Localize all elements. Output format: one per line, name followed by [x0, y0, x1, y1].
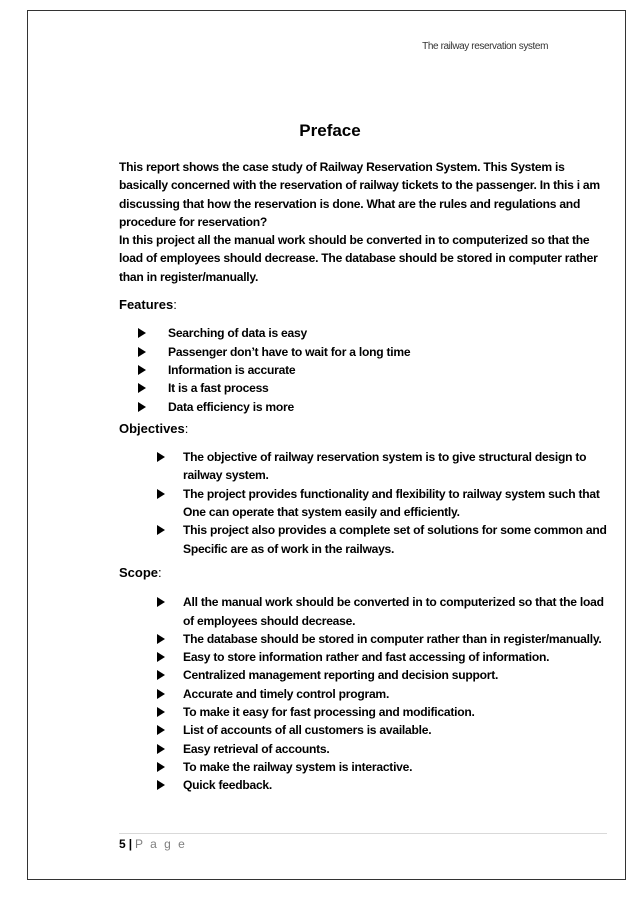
list-item: To make it easy for fast processing and modification.: [119, 703, 609, 721]
list-item: Centralized management reporting and decision support.: [119, 666, 609, 684]
page-number: 5: [119, 837, 126, 851]
list-item: The database should be stored in computer rather than in register/manually.: [119, 630, 609, 648]
arrow-bullet-icon: [157, 689, 165, 699]
scope-list: [119, 593, 609, 794]
arrow-bullet-icon: [157, 670, 165, 680]
list-item: List of accounts of all customers is available.: [119, 721, 609, 739]
list-item: Data efficiency is more: [119, 398, 609, 416]
arrow-bullet-icon: [157, 652, 165, 662]
scope-heading-colon: :: [158, 564, 162, 580]
arrow-bullet-icon: [138, 402, 146, 412]
list-item: Quick feedback.: [119, 776, 609, 794]
arrow-bullet-icon: [138, 347, 146, 357]
features-list: [119, 324, 609, 415]
arrow-bullet-icon: [157, 634, 165, 644]
arrow-bullet-icon: [138, 328, 146, 338]
arrow-bullet-icon: [138, 383, 146, 393]
list-item: Easy to store information rather and fast accessing of information.: [119, 648, 609, 666]
intro-paragraph-1: This report shows the case study of Railway Reservation System. This System is basically concerned with the reservation of railway tickets to the passenger. In this i am discussing that how the reservation is done. What are the rules and regulations and procedure for reservation?: [119, 160, 600, 229]
footer-divider: [119, 833, 607, 834]
features-heading-label: Features: [119, 297, 174, 313]
page-footer: [119, 837, 187, 851]
arrow-bullet-icon: [157, 744, 165, 754]
arrow-bullet-icon: [157, 597, 165, 607]
page-label: P a g e: [135, 837, 187, 851]
scope-heading-label: Scope: [119, 564, 159, 580]
intro-paragraph-2: In this project all the manual work should be converted in to computerized so that the load of employees should decrease. The database should be stored in computer rather than in register/manually.: [119, 233, 598, 284]
list-item: To make the railway system is interactive.: [119, 758, 609, 776]
features-heading: [119, 296, 609, 314]
arrow-bullet-icon: [157, 525, 165, 535]
objectives-heading-label: Objectives: [119, 420, 185, 436]
footer-separator: |: [128, 837, 133, 851]
objectives-heading-colon: :: [184, 420, 189, 436]
page-title: Preface: [299, 121, 361, 140]
list-item: Easy retrieval of accounts.: [119, 740, 609, 758]
list-item: The project provides functionality and flexibility to railway system such that One can operate that system easily and efficiently.: [119, 485, 609, 522]
list-item: Searching of data is easy: [119, 324, 609, 342]
arrow-bullet-icon: [157, 707, 165, 717]
list-item: It is a fast process: [119, 379, 609, 397]
features-heading-colon: :: [173, 297, 177, 313]
list-item: All the manual work should be converted in to computerized so that the load of employees should decrease.: [119, 593, 609, 630]
arrow-bullet-icon: [157, 780, 165, 790]
scope-heading: [119, 564, 609, 582]
list-item: Information is accurate: [119, 361, 609, 379]
objectives-list: [119, 448, 609, 558]
list-item: Passenger don’t have to wait for a long time: [119, 343, 609, 361]
document-body: [119, 158, 609, 795]
arrow-bullet-icon: [157, 489, 165, 499]
objectives-heading: [119, 420, 609, 438]
list-item: Accurate and timely control program.: [119, 685, 609, 703]
running-header: The railway reservation system: [422, 41, 548, 52]
list-item: The objective of railway reservation system is to give structural design to railway system.: [119, 448, 609, 485]
arrow-bullet-icon: [157, 725, 165, 735]
arrow-bullet-icon: [157, 452, 165, 462]
list-item: This project also provides a complete set of solutions for some common and Specific are as of work in the railways.: [119, 521, 609, 558]
arrow-bullet-icon: [157, 762, 165, 772]
arrow-bullet-icon: [138, 365, 146, 375]
